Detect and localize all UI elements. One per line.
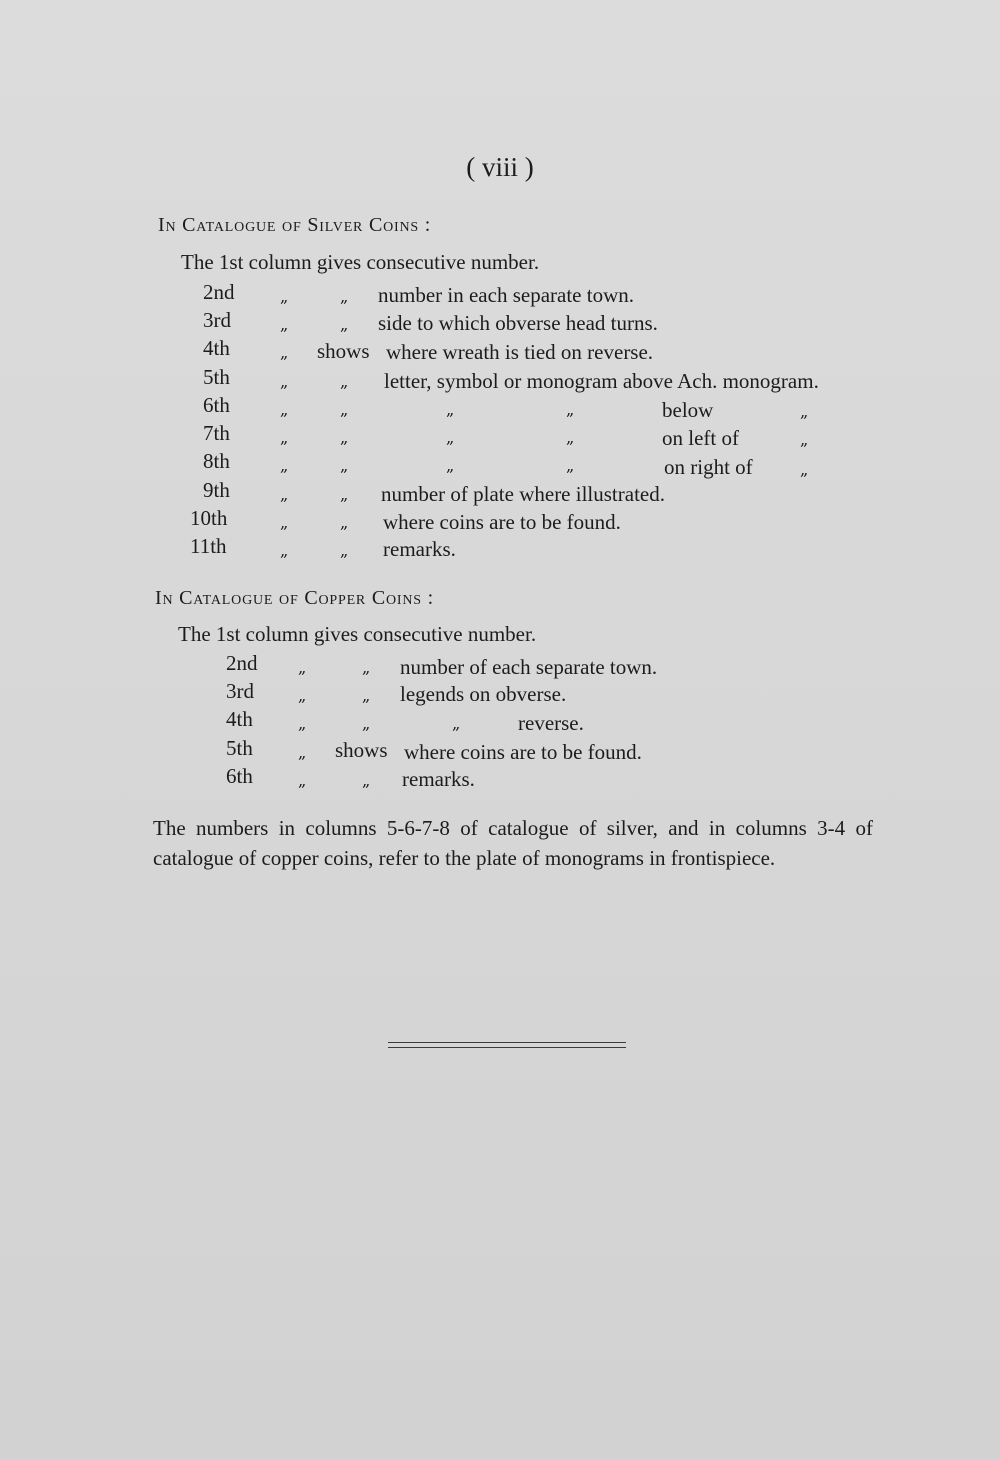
ditto-mark: „ xyxy=(298,658,307,677)
ditto-mark: „ xyxy=(280,485,289,504)
ditto-mark: „ xyxy=(298,771,307,790)
explanatory-note: The numbers in columns 5-6-7-8 of catalogue of silver, and in columns 3-4 of catalogue of copper coins, refer to the plate of monograms in frontispiece. xyxy=(153,816,873,870)
silver-ordinal: 5th xyxy=(203,365,230,389)
copper-ordinal: 2nd xyxy=(226,651,258,675)
ditto-mark: „ xyxy=(340,456,349,475)
ditto-mark: „ xyxy=(340,315,349,334)
ditto-mark: „ xyxy=(340,428,349,447)
ditto-mark: „ xyxy=(340,372,349,391)
silver-ordinal: 7th xyxy=(203,421,230,445)
silver-position: on left of xyxy=(662,426,739,450)
ditto-mark: „ xyxy=(340,400,349,419)
decorative-double-rule xyxy=(388,1042,626,1048)
ditto-mark: „ xyxy=(280,315,289,334)
copper-verb: shows xyxy=(335,738,388,762)
copper-description: legends on obverse. xyxy=(400,682,567,706)
ditto-mark: „ xyxy=(280,343,289,362)
ditto-mark: „ xyxy=(340,513,349,532)
copper-description: where coins are to be found. xyxy=(404,740,642,764)
silver-ordinal: 10th xyxy=(190,506,228,530)
silver-description: where wreath is tied on reverse. xyxy=(386,340,654,364)
ditto-mark: „ xyxy=(280,372,289,391)
silver-description: number in each separate town. xyxy=(378,283,634,307)
silver-ordinal: 9th xyxy=(203,478,230,502)
silver-ordinal: 3rd xyxy=(203,308,231,332)
ditto-mark: „ xyxy=(566,400,575,419)
ditto-mark: „ xyxy=(362,771,371,790)
ditto-mark: „ xyxy=(340,485,349,504)
ditto-mark: „ xyxy=(452,714,461,733)
ditto-mark: „ xyxy=(340,541,349,560)
ditto-mark: „ xyxy=(280,400,289,419)
silver-description: remarks. xyxy=(383,537,456,561)
silver-position: on right of xyxy=(664,455,753,479)
ditto-mark: „ xyxy=(298,686,307,705)
copper-description: remarks. xyxy=(402,767,475,791)
ditto-mark: „ xyxy=(446,400,455,419)
copper-ordinal: 6th xyxy=(226,764,253,788)
copper-description: reverse. xyxy=(518,711,584,735)
silver-verb: shows xyxy=(317,339,370,363)
silver-description: where coins are to be found. xyxy=(383,510,621,534)
ditto-mark: „ xyxy=(298,714,307,733)
ditto-mark: „ xyxy=(800,460,809,479)
page-number: ( viii ) xyxy=(466,152,534,182)
silver-catalogue-heading: In Catalogue of Silver Coins : xyxy=(158,214,432,236)
ditto-mark: „ xyxy=(362,658,371,677)
silver-ordinal: 6th xyxy=(203,393,230,417)
ditto-mark: „ xyxy=(566,456,575,475)
copper-ordinal: 3rd xyxy=(226,679,254,703)
silver-description: side to which obverse head turns. xyxy=(378,311,658,335)
silver-description: number of plate where illustrated. xyxy=(381,482,665,506)
copper-description: number of each separate town. xyxy=(400,655,658,679)
ditto-mark: „ xyxy=(362,714,371,733)
ditto-mark: „ xyxy=(340,287,349,306)
ditto-mark: „ xyxy=(446,428,455,447)
silver-ordinal: 11th xyxy=(190,534,227,558)
ditto-mark: „ xyxy=(280,541,289,560)
copper-ordinal: 4th xyxy=(226,707,253,731)
ditto-mark: „ xyxy=(280,428,289,447)
ditto-mark: „ xyxy=(362,686,371,705)
silver-first-line: The 1st column gives consecutive number. xyxy=(181,250,540,274)
ditto-mark: „ xyxy=(298,743,307,762)
ditto-mark: „ xyxy=(280,456,289,475)
ditto-mark: „ xyxy=(566,428,575,447)
ditto-mark: „ xyxy=(280,513,289,532)
ditto-mark: „ xyxy=(280,287,289,306)
ditto-mark: „ xyxy=(800,402,809,421)
silver-ordinal: 4th xyxy=(203,336,230,360)
ditto-mark: „ xyxy=(446,456,455,475)
copper-catalogue-heading: In Catalogue of Copper Coins : xyxy=(155,587,435,609)
ditto-mark: „ xyxy=(800,430,809,449)
silver-description: letter, symbol or monogram above Ach. monogram. xyxy=(384,369,819,393)
silver-ordinal: 8th xyxy=(203,449,230,473)
silver-ordinal: 2nd xyxy=(203,280,235,304)
copper-ordinal: 5th xyxy=(226,736,253,760)
copper-first-line: The 1st column gives consecutive number. xyxy=(178,622,537,646)
silver-position: below xyxy=(662,398,714,422)
